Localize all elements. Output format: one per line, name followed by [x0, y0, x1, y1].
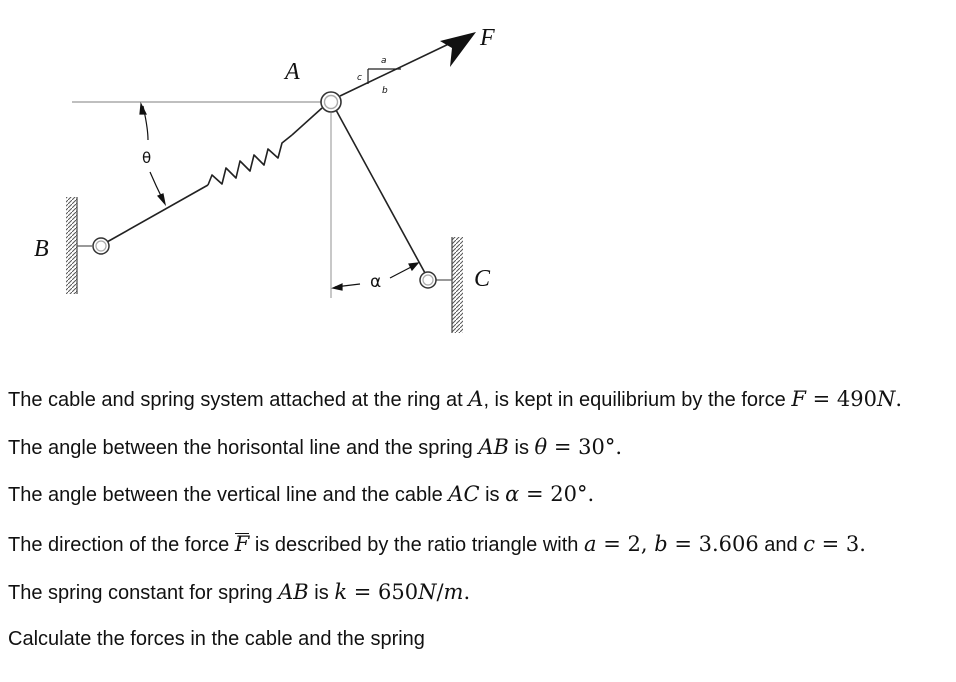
ring-a [321, 92, 341, 112]
label-a: A [285, 59, 300, 85]
spring-ab [107, 108, 322, 242]
cable-ac [336, 110, 425, 273]
problem-line-2: The angle between the horisontal line and the spring AB is θ = 30°. [8, 435, 623, 459]
label-f: F [480, 25, 495, 51]
wall-c [436, 237, 463, 333]
wall-b [66, 197, 92, 294]
label-tri-c: c [357, 73, 362, 83]
ratio-triangle [368, 69, 401, 84]
problem-line-4: The direction of the force F is described by the ratio triangle with a = 2, b = 3.606 and c = 3. [8, 532, 866, 556]
problem-line-1: The cable and spring system attached at the ring at A, is kept in equilibrium by the force F = 490N. [8, 387, 903, 411]
label-c: C [474, 266, 491, 292]
force-f-arrow [340, 32, 476, 96]
problem-line-3: The angle between the vertical line and the cable AC is α = 20°. [8, 482, 595, 506]
label-alpha: α [370, 272, 382, 292]
pin-c [420, 272, 436, 288]
problem-line-6: Calculate the forces in the cable and the spring [8, 628, 425, 650]
label-theta: θ [142, 149, 152, 167]
label-tri-a: a [381, 56, 387, 66]
pin-b [93, 238, 109, 254]
label-b: B [34, 236, 49, 262]
problem-line-5: The spring constant for spring AB is k = 650N/m. [8, 580, 471, 604]
label-tri-b: b [382, 86, 388, 96]
